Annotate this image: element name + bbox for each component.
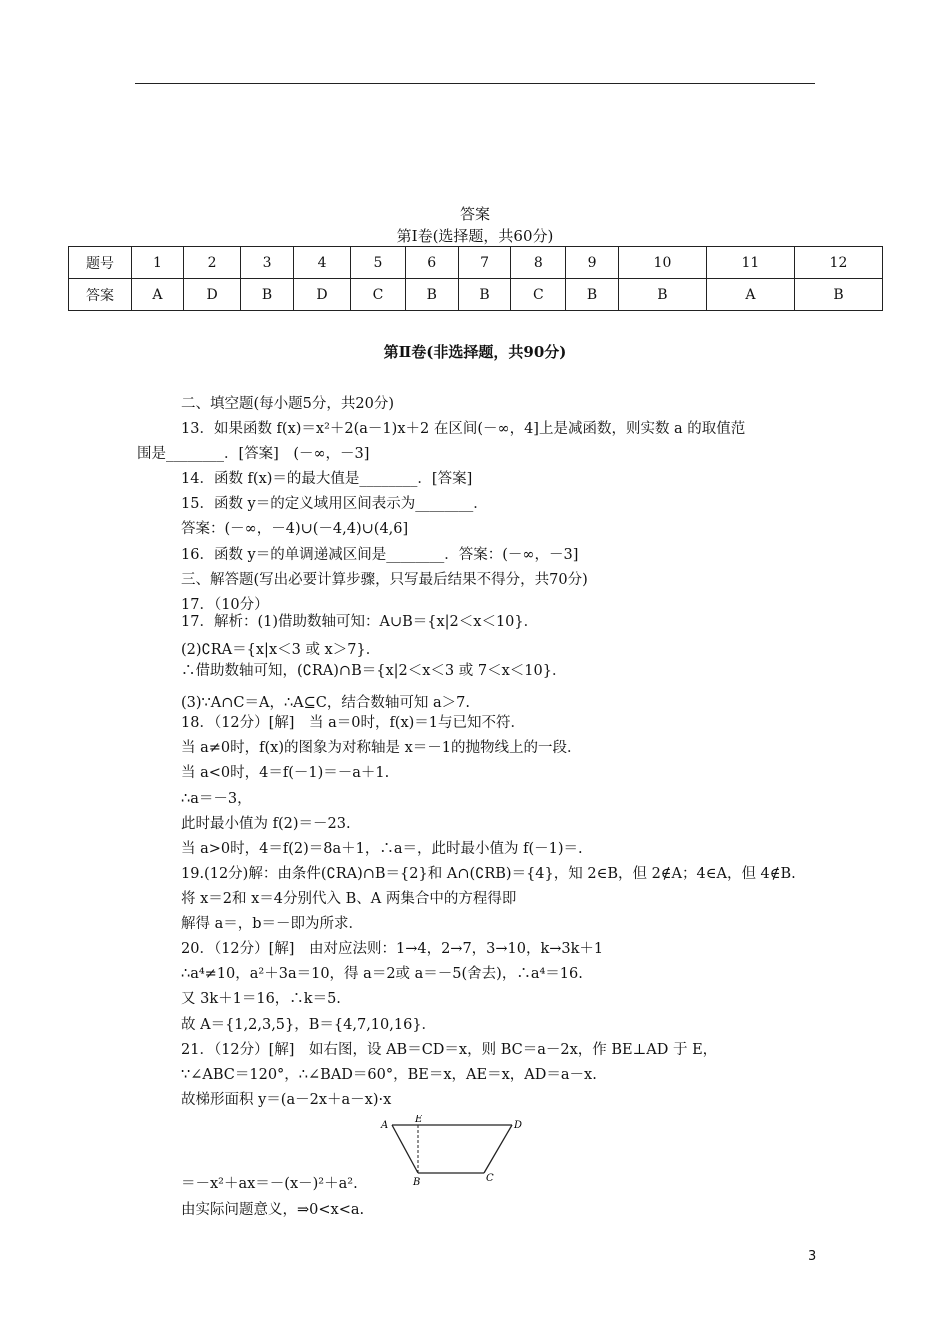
- text-line: 当 a≠0时，f(x)的图象为对称轴是 x＝－1的抛物线上的一段．: [181, 740, 582, 756]
- text-line: ∴a＝－3，: [181, 791, 252, 807]
- text-line: 将 x＝2和 x＝4分别代入 B、A 两集合中的方程得即: [181, 891, 517, 907]
- question-number: 9: [566, 247, 619, 279]
- question-number: 4: [293, 247, 350, 279]
- text-line: 当 a>0时，4＝f(2)＝8a＋1，∴a＝，此时最小值为 f(－1)＝.: [181, 841, 583, 857]
- question-number: 7: [458, 247, 511, 279]
- text-line: 17．解析：(1)借助数轴可知：A∪B＝{x|2＜x＜10}．: [181, 614, 539, 630]
- text-line: (2)∁RA＝{x|x＜3 或 x＞7}．: [181, 642, 381, 658]
- label-b: B: [413, 1177, 421, 1187]
- answer-cell: C: [351, 279, 406, 311]
- text-line: 19.(12分)解：由条件(∁RA)∩B＝{2}和 A∩(∁RB)＝{4}，知 2∈B，但 2∉A；4∈A，但 4∉B.: [181, 866, 796, 882]
- question-number: 10: [618, 247, 706, 279]
- text-line: 20．（12分）[解] 由对应法则：1→4，2→7，3→10，k→3k＋1: [181, 941, 604, 957]
- answer-cell: B: [458, 279, 511, 311]
- question-number: 1: [132, 247, 184, 279]
- text-line: 18．（12分）[解] 当 a＝0时，f(x)＝1与已知不符．: [181, 715, 526, 731]
- part1-subtitle: 第Ⅰ卷(选择题，共60分): [396, 227, 554, 245]
- answer-cell: B: [618, 279, 706, 311]
- text-line: 故梯形面积 y＝(a－2x＋a－x)·x: [181, 1092, 392, 1108]
- answer-cell: B: [405, 279, 458, 311]
- text-line: ＝－x²＋ax＝－(x－)²＋a².: [181, 1176, 358, 1192]
- text-line: 21．（12分）[解] 如右图，设 AB＝CD＝x，则 BC＝a－2x，作 BE⊥AD 于 E，: [181, 1042, 718, 1058]
- answer-title: 答案: [459, 205, 490, 223]
- text-line: ∴a⁴≠10，a²＋3a＝10，得 a＝2或 a＝－5(舍去)，∴a⁴＝16.: [181, 966, 583, 982]
- text-line: (3)∵A∩C＝A，∴A⊆C，结合数轴可知 a＞7.: [181, 695, 470, 711]
- page-number: 3: [808, 1249, 817, 1264]
- text-line: 故 A＝{1,2,3,5}，B＝{4,7,10,16}．: [181, 1017, 437, 1033]
- answer-cell: D: [183, 279, 240, 311]
- table-row-answers: [69, 279, 883, 311]
- text-line: 15．函数 y＝的定义域用区间表示为________．: [181, 496, 488, 512]
- table-row-numbers: [69, 247, 883, 279]
- part2-title: 第Ⅱ卷(非选择题，共90分): [383, 343, 567, 361]
- text-line: 三、解答题(写出必要计算步骤，只写最后结果不得分，共70分): [181, 572, 588, 588]
- text-line: 14．函数 f(x)＝的最大值是________．[答案]: [181, 471, 473, 487]
- question-number: 12: [794, 247, 882, 279]
- question-number: 2: [183, 247, 240, 279]
- edge-cd: [484, 1125, 512, 1173]
- label-a: A: [381, 1120, 389, 1131]
- answer-cell: A: [706, 279, 794, 311]
- trapezoid-figure: [380, 1115, 530, 1187]
- question-number: 8: [511, 247, 566, 279]
- text-line: 二、填空题(每小题5分，共20分): [181, 396, 394, 412]
- question-number: 11: [706, 247, 794, 279]
- text-line: 解得 a＝，b＝－即为所求．: [181, 916, 364, 932]
- label-d: D: [514, 1120, 523, 1131]
- answer-cell: D: [293, 279, 350, 311]
- table-header-label: 题号: [69, 247, 132, 279]
- text-line: 由实际问题意义，⇒0<x<a.: [181, 1202, 365, 1218]
- label-e: E: [415, 1115, 423, 1125]
- question-number: 3: [241, 247, 294, 279]
- text-line: 16．函数 y＝的单调递减区间是________．答案：(－∞，－3]: [181, 547, 579, 563]
- answer-cell: A: [132, 279, 184, 311]
- text-line: 此时最小值为 f(2)＝－23.: [181, 816, 351, 832]
- label-c: C: [486, 1173, 494, 1184]
- text-line: ∴借助数轴可知，(∁RA)∩B＝{x|2＜x＜3 或 7＜x＜10}．: [181, 663, 567, 679]
- text-line: 答案：(－∞，－4)∪(－4,4)∪(4,6]: [181, 521, 409, 537]
- answer-table: [68, 246, 883, 311]
- text-line: 围是________．[答案] (－∞，－3]: [137, 446, 370, 462]
- text-line: 13．如果函数 f(x)＝x²＋2(a－1)x＋2 在区间(－∞，4]上是减函数，则实数 a 的取值范: [181, 421, 746, 437]
- text-line: 17．（10分）: [181, 597, 269, 613]
- question-number: 6: [405, 247, 458, 279]
- answer-cell: C: [511, 279, 566, 311]
- header-rule: [135, 83, 815, 84]
- text-line: 当 a<0时，4＝f(－1)＝－a＋1.: [181, 765, 390, 781]
- edge-ab: [392, 1125, 418, 1173]
- question-number: 5: [351, 247, 406, 279]
- table-answer-label: 答案: [69, 279, 132, 311]
- answer-cell: B: [566, 279, 619, 311]
- text-line: 又 3k＋1＝16，∴k＝5.: [181, 991, 341, 1007]
- answer-cell: B: [794, 279, 882, 311]
- text-line: ∵∠ABC＝120°，∴∠BAD＝60°，BE＝x，AE＝x，AD＝a－x.: [181, 1067, 597, 1083]
- answer-cell: B: [241, 279, 294, 311]
